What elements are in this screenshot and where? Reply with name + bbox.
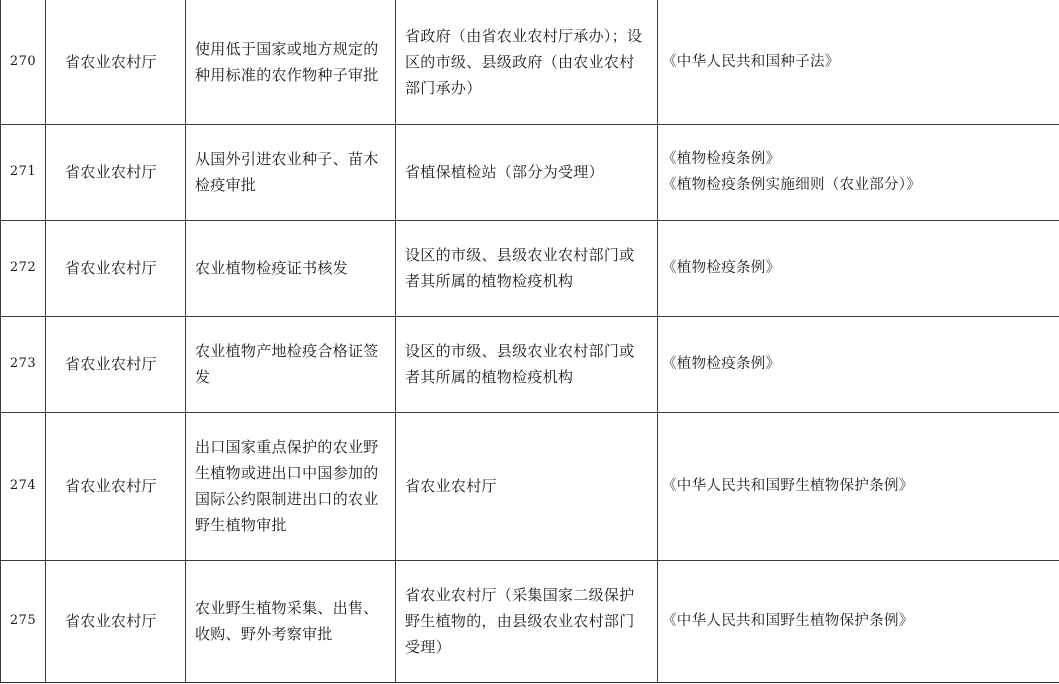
item-cell: 使用低于国家或地方规定的种用标准的农作物种子审批: [186, 0, 396, 124]
department-cell: 省农业农村厅: [46, 316, 186, 412]
authority-cell: 省农业农村厅: [396, 412, 658, 560]
row-number: 275: [1, 560, 46, 682]
legal-basis-line: 《植物检疫条例实施细则（农业部分）》: [662, 177, 922, 193]
item-cell: 农业植物检疫证书核发: [186, 220, 396, 316]
legal-basis-cell: [658, 560, 1059, 682]
department-cell: 省农业农村厅: [46, 412, 186, 560]
item-cell: 出口国家重点保护的农业野生植物或进出口中国参加的国际公约限制进出口的农业野生植物审批: [186, 412, 396, 560]
legal-basis-cell: [658, 220, 1059, 316]
row-number: 273: [1, 316, 46, 412]
table-row: [1, 412, 1059, 560]
item-cell: 农业植物产地检疫合格证签发: [186, 316, 396, 412]
department-cell: 省农业农村厅: [46, 124, 186, 220]
legal-basis-line: 《植物检疫条例》: [662, 356, 781, 372]
table-row: [1, 560, 1059, 682]
row-number: 271: [1, 124, 46, 220]
department-cell: 省农业农村厅: [46, 0, 186, 124]
department-cell: 省农业农村厅: [46, 560, 186, 682]
authority-cell: 省政府（由省农业农村厅承办）；设区的市级、县级政府（由农业农村部门承办）: [396, 0, 658, 124]
authority-cell: 设区的市级、县级农业农村部门或者其所属的植物检疫机构: [396, 220, 658, 316]
row-number: 272: [1, 220, 46, 316]
table-row: [1, 316, 1059, 412]
legal-basis-cell: [658, 124, 1059, 220]
authority-cell: 省植保植检站（部分为受理）: [396, 124, 658, 220]
legal-basis-cell: [658, 0, 1059, 124]
legal-basis-line: 《植物检疫条例》: [662, 260, 781, 276]
table-row: [1, 0, 1059, 124]
authority-cell: 设区的市级、县级农业农村部门或者其所属的植物检疫机构: [396, 316, 658, 412]
item-cell: 农业野生植物采集、出售、收购、野外考察审批: [186, 560, 396, 682]
legal-basis-line: 《中华人民共和国野生植物保护条例》: [662, 613, 914, 629]
department-cell: 省农业农村厅: [46, 220, 186, 316]
legal-basis-cell: [658, 316, 1059, 412]
legal-basis-cell: [658, 412, 1059, 560]
table-row: [1, 124, 1059, 220]
table-row: [1, 220, 1059, 316]
item-cell: 从国外引进农业种子、苗木检疫审批: [186, 124, 396, 220]
legal-basis-line: 《中华人民共和国种子法》: [662, 53, 840, 70]
authority-cell: 省农业农村厅（采集国家二级保护野生植物的，由县级农业农村部门受理）: [396, 560, 658, 682]
legal-basis-line: 《植物检疫条例》: [662, 151, 781, 167]
legal-basis-line: 《中华人民共和国野生植物保护条例》: [662, 478, 914, 494]
row-number: 274: [1, 412, 46, 560]
row-number: 270: [1, 0, 46, 124]
